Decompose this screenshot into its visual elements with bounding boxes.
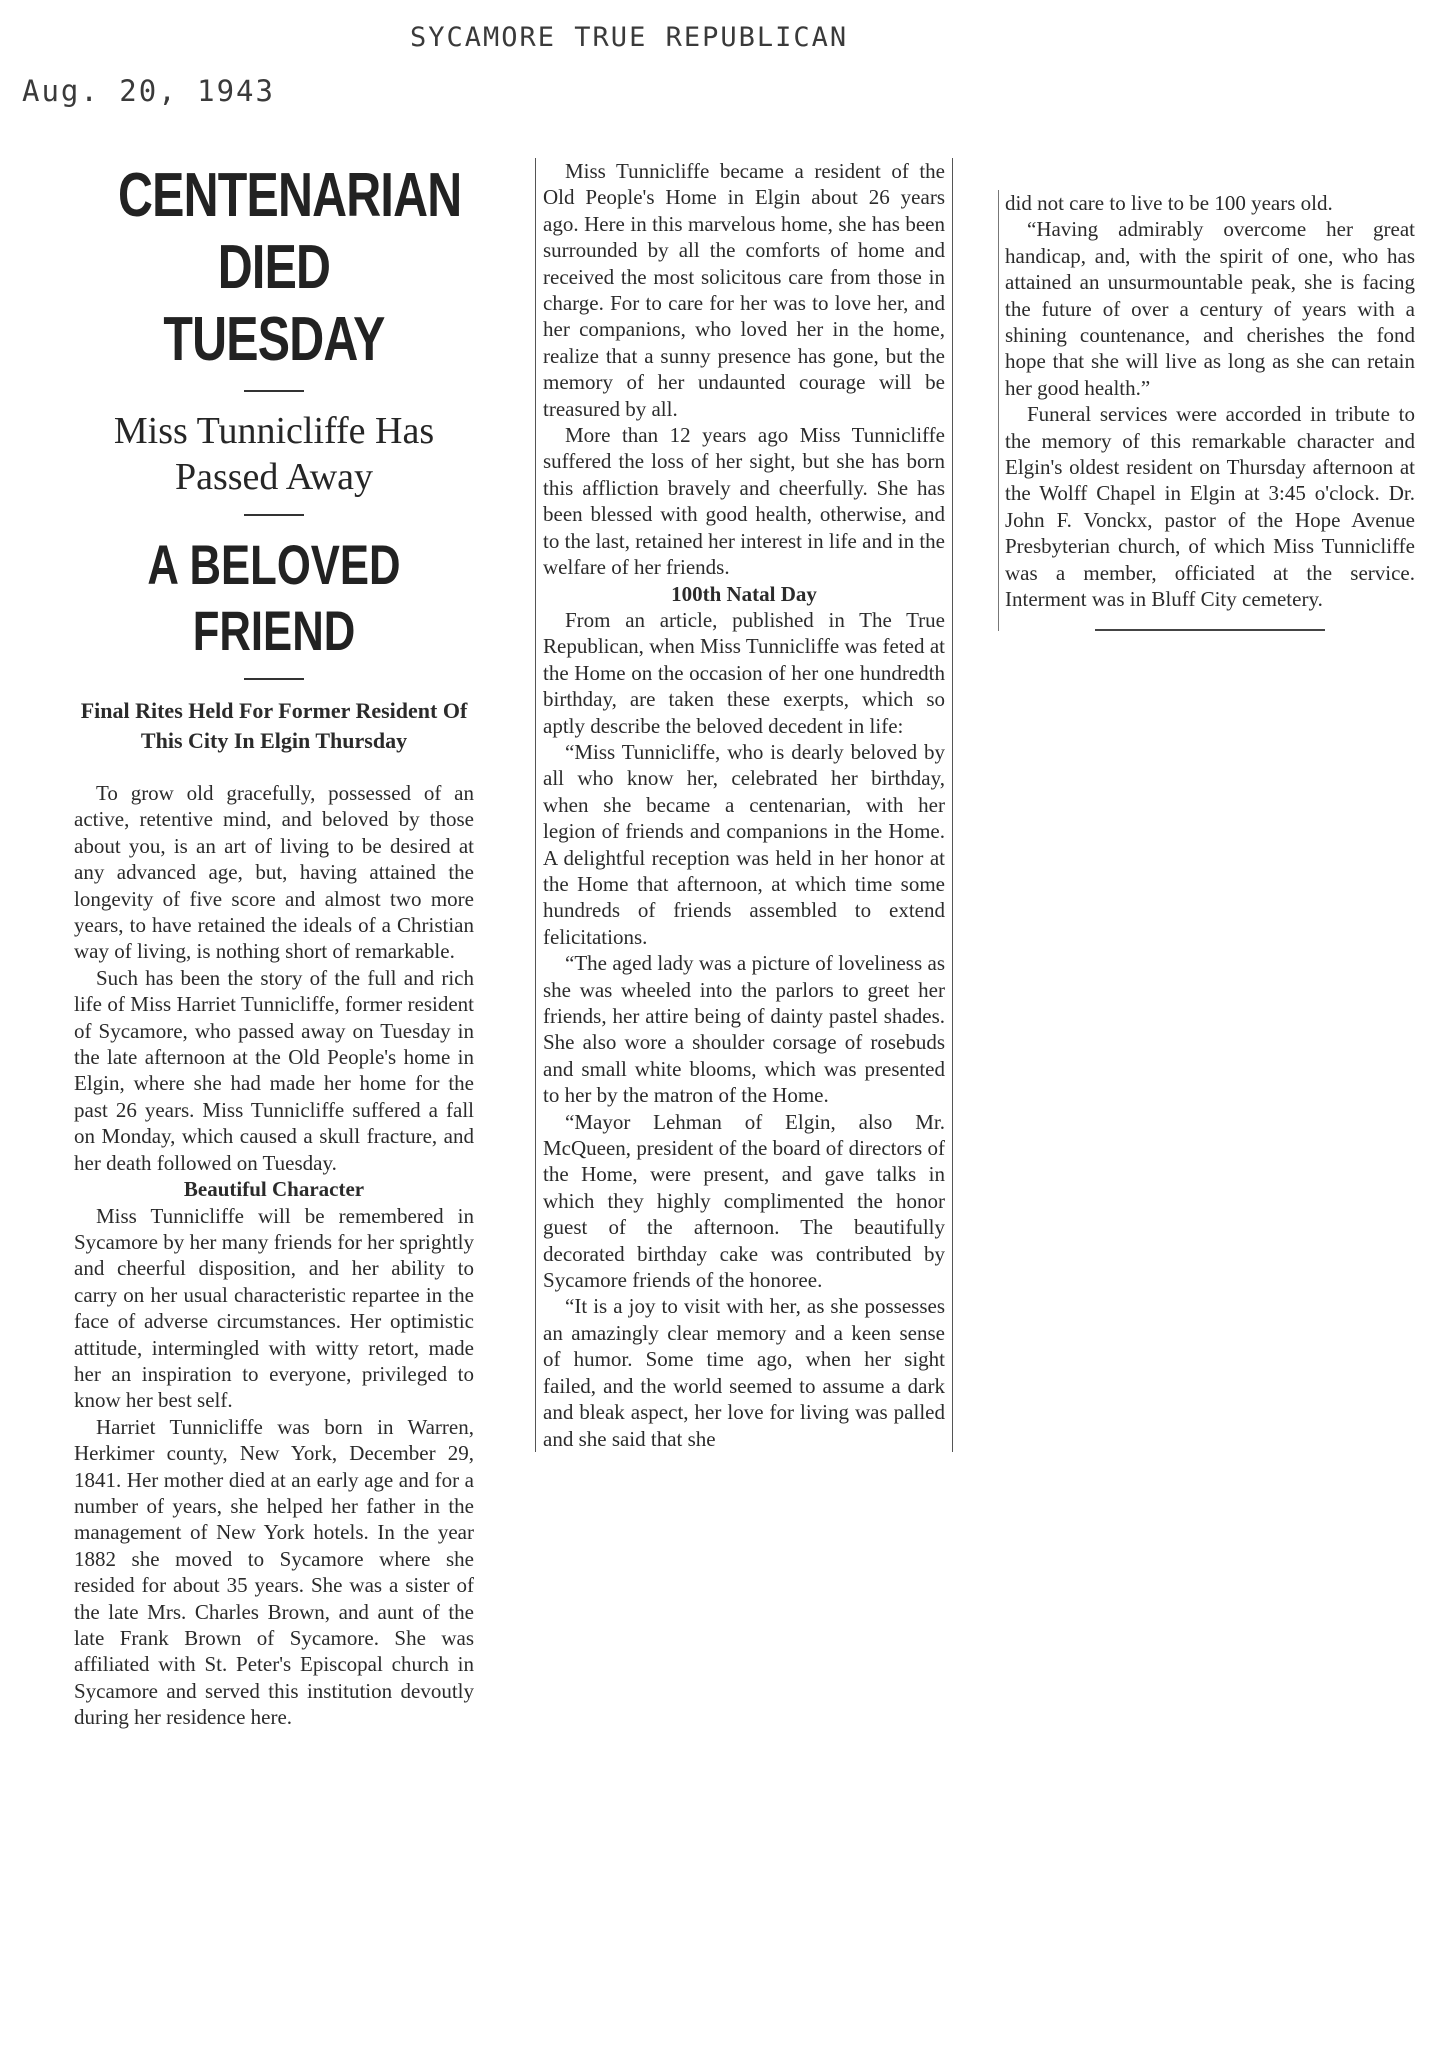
subheading-beautiful-character: Beautiful Character [183,1177,365,1202]
column-2 [535,158,953,1452]
article-paragraph: “Having admirably overcome her great handicap, and, with the spirit of one, who has attained an unsurmountable peak, she is facing the future of over a century of years with a shining countenance, and cherishes the fond hope that she will live as long as she can retain her good health.” [1005,217,1415,400]
article-paragraph: More than 12 years ago Miss Tunnicliffe suffered the loss of her sight, but she has born this affliction bravely and cheerfully. She has been blessed with good health, otherwise, and to the last, retained her interest in life and in the welfare of her friends. [543,423,945,580]
article-paragraph: Harriet Tunnicliffe was born in Warren, Herkimer county, New York, December 29, 1841. Her mother died at an early age and for a number of years, she helped her father in the management of New York hotels. In the year 1882 she moved to Sycamore where she resided for about 35 years. She was a sister of the late Mrs. Charles Brown, and aunt of the late Frank Brown of Sycamore. She was affiliated with St. Peter's Episcopal church in Sycamore and served this institution devoutly during her residence here. [74,1414,474,1730]
column-1 [74,160,474,1731]
article-paragraph: To grow old gracefully, possessed of an active, retentive mind, and beloved by those about you, is an art of living to be desired at any advanced age, but, having attained the longevity of five score and almost two more years, to have retained the ideals of a Christian way of living, is nothing short of remarkable. [74,781,474,964]
source-label: SYCAMORE TRUE REPUBLICAN [410,22,849,53]
article-paragraph: From an article, published in The True Republican, when Miss Tunnicliffe was feted at the Home on the occasion of her one hundredth birthday, are taken these exerpts, which so aptly describe the beloved decedent in life: [543,607,945,738]
end-rule [1095,629,1325,631]
article-paragraph: did not care to live to be 100 years old. [1005,191,1333,215]
article-paragraph: Such has been the story of the full and rich life of Miss Harriet Tunnicliffe, former resident of Sycamore, who passed away on Tuesday in the late afternoon at the Old People's home in Elgin, where she had made her home for the past 26 years. Miss Tunnicliffe suffered a fall on Monday, which caused a skull fracture, and her death followed on Tuesday. [74,965,474,1175]
article-paragraph: “It is a joy to visit with her, as she possesses an amazingly clear memory and a keen sense of humor. Some time ago, when her sight failed, and the world seemed to assume a dark and bleak aspect, her love for living was palled and she said that she [543,1294,945,1451]
spacer [74,756,474,780]
headline-deck: Final Rites Held For Former Resident Of This City In Elgin Thursday [80,698,468,753]
subheading-natal-day: 100th Natal Day [671,581,817,606]
article-paragraph: “Miss Tunnicliffe, who is dearly beloved by all who know her, celebrated her birthday, when she became a centenarian, with her legion of friends and companions in the Home. A delightful reception was held in her honor at the Home that afternoon, at which time some hundreds of friends assembled to extend felicitations. [543,739,945,949]
article-paragraph: Miss Tunnicliffe became a resident of the Old People's Home in Elgin about 26 years ago. Here in this marvelous home, she has been surrounded by all the comforts of home and received the most solicitous care from those in charge. For to care for her was to love her, and her companions, who loved her in the home, realize that a sunny presence has gone, but the memory of her undaunted courage will be treasured by all. [543,159,945,421]
date-label: Aug. 20, 1943 [22,74,275,108]
headline-beloved-friend: A BELOVED FRIEND [147,533,401,662]
headline-divider [244,390,304,392]
headline-main: CENTENARIAN DIED TUESDAY [118,161,462,374]
article-paragraph: Funeral services were accorded in tribute to the memory of this remarkable character and Elgin's oldest resident on Thursday afternoon at the Wolff Chapel in Elgin at 3:45 o'clock. Dr. John F. Vonckx, pastor of the Hope Avenue Presbyterian church, of which Miss Tunnicliffe was a member, officiated at the service. Interment was in Bluff City cemetery. [1005,402,1415,612]
headline-divider [244,678,304,680]
column-3 [998,190,1415,631]
headline-sub: Miss Tunnicliffe Has Passed Away [113,410,435,498]
article-paragraph: Miss Tunnicliffe will be remembered in Sycamore by her many friends for her sprightly and cheerful disposition, and her ability to carry on her usual characteristic repartee in the face of adverse circumstances. Her optimistic attitude, intermingled with witty retort, made her an inspiration to everyone, privileged to know her best self. [74,1203,474,1413]
headline-divider [244,514,304,516]
article-paragraph: “The aged lady was a picture of loveliness as she was wheeled into the parlors to greet her friends, her attire being of dainty pastel shades. She also wore a shoulder corsage of rosebuds and small white blooms, which was presented to her by the matron of the Home. [543,951,945,1108]
article-paragraph: “Mayor Lehman of Elgin, also Mr. McQueen, president of the board of directors of the Home, were present, and gave talks in which they highly complimented the honor guest of the afternoon. The beautifully decorated birthday cake was contributed by Sycamore friends of the honoree. [543,1109,945,1293]
